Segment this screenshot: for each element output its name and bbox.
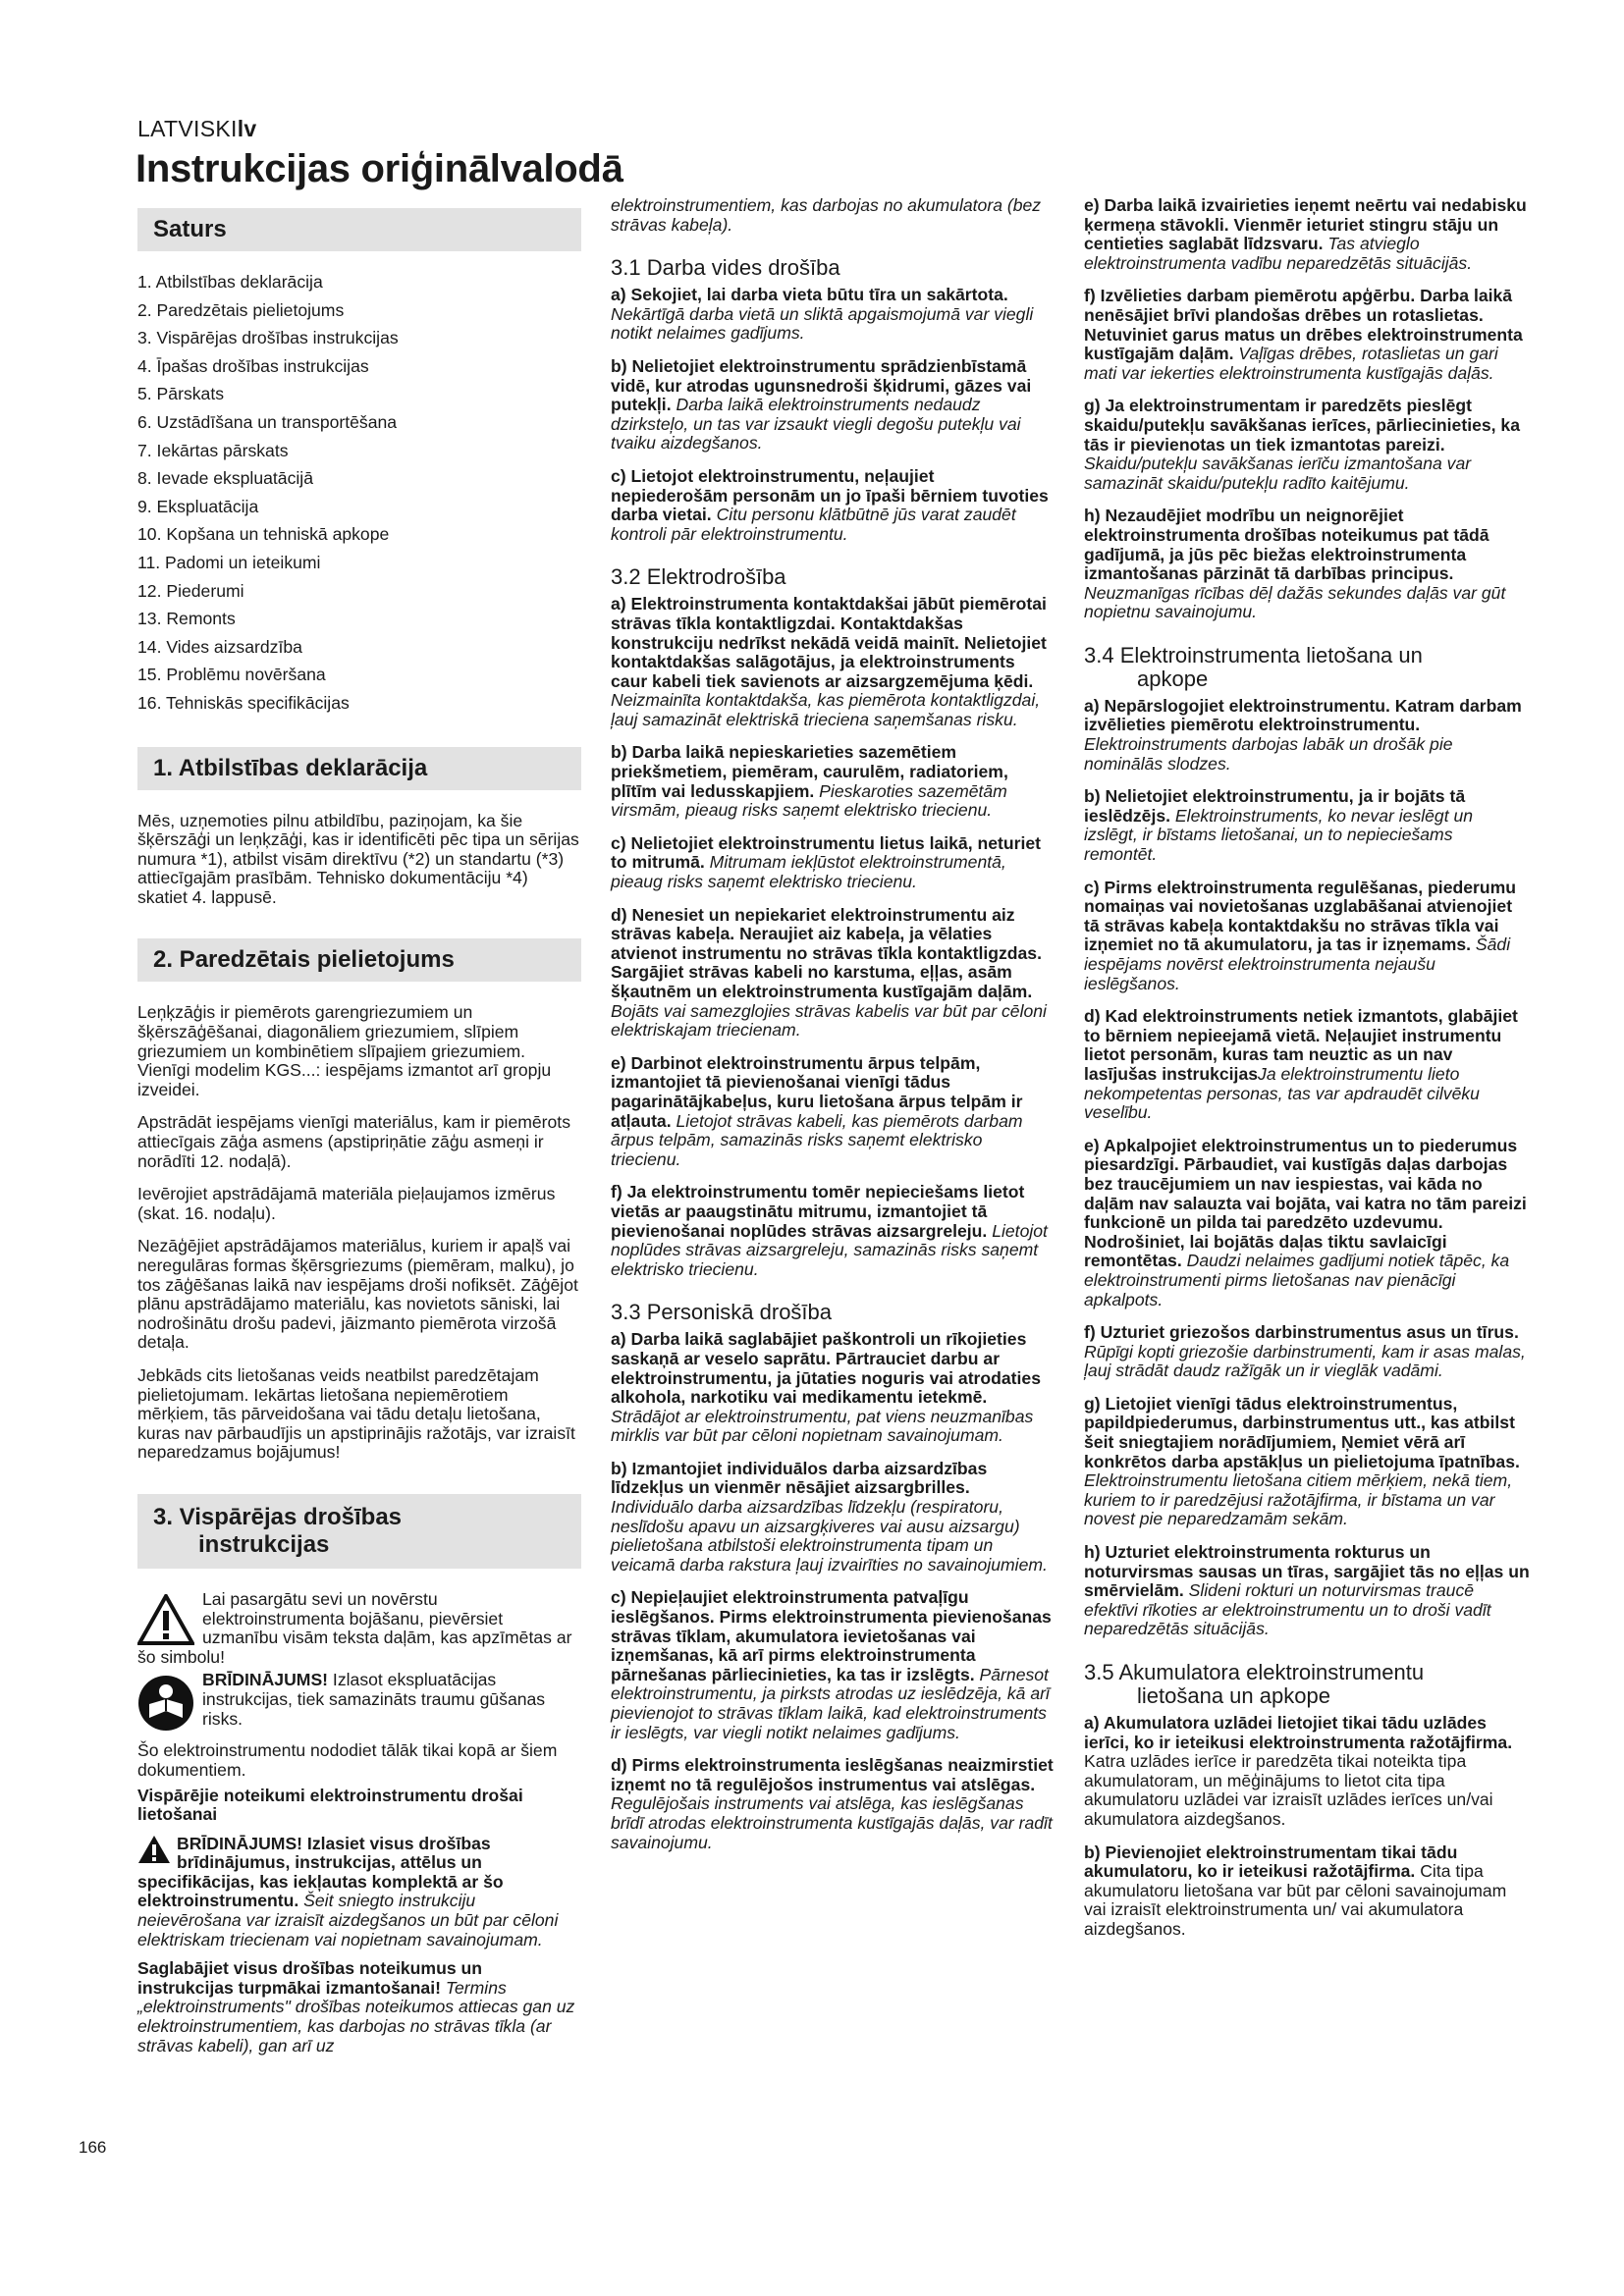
italic-text: Nekārtīgā darba vietā un sliktā apgaismojumā var viegli notikt nelaimes gadījums. bbox=[611, 303, 1034, 344]
toc-item: 13. Remonts bbox=[137, 609, 236, 629]
toc-item: 6. Uzstādīšana un transportēšana bbox=[137, 411, 398, 432]
italic-text: Neizmainīta kontaktdakša, kas piemērota kontaktligzdai, ļauj samazināt elektriskā trieciena saņemšanas risku. bbox=[611, 690, 1041, 729]
warning-text: Lai pasargātu sevi un novērstu elektroinstrumenta bojāšanu, pievērsiet uzmanību visām teksta daļām, kas apzīmētas ar šo simbolu! bbox=[137, 1588, 572, 1667]
table-of-contents bbox=[137, 273, 581, 714]
paragraph bbox=[1084, 1007, 1530, 1123]
heading-line: instrukcijas bbox=[198, 1530, 330, 1558]
italic-text: Elektroinstruments darbojas labāk un drošāk pie nominālās slodzes. bbox=[1084, 734, 1453, 774]
bold-text: c) Pirms elektroinstrumenta regulēšanas, piederumu nomaiņas vai novietošanas uzglabāšanai atvienojiet tā strāvas kabeļa kontaktdakšu no strāvas tīkla vai izņemiet no tā akumulatoru, ja tas ir izņemams. bbox=[1084, 877, 1516, 955]
italic-text: Mitrumam iekļūstot elektroinstrumentā, pieaug risks saņemt elektrisko triecienu. bbox=[611, 852, 1006, 892]
italic-text: Šādi iespējams novērst elektroinstrumenta nejaušu ieslēgšanos. bbox=[1084, 934, 1511, 993]
subheading-text: Vispārējie noteikumi elektroinstrumentu drošai lietošanai bbox=[137, 1785, 523, 1825]
section-2-paragraph: Nezāģējiet apstrādājamos materiālus, kuriem ir apaļš vai neregulāras formas šķērsgriezums (piemēram, malku), jo tos zāģēšanas laikā nav iespējams droši nofiksēt. Zāģējot plānu apstrādājamo materiālu, kas novietots sāniski, lai nodrošinātu drošu padevi, jāizmanto piemērota virzošā detaļa. bbox=[137, 1236, 578, 1353]
bold-text: h) Nezaudējiet modrību un neignorējiet elektroinstrumenta drošības noteikumus pat tādā gadījumā, ja jūs pēc biežas elektroinstrumenta izmantošanas pārzināt tā darbības principus. bbox=[1084, 506, 1489, 584]
bold-text: h) Uzturiet elektroinstrumenta rokturus un noturvirsmas sausas un tīras, sargājiet tās no eļļas un smērvielām. bbox=[1084, 1542, 1530, 1601]
italic-text: Neuzmanīgas rīcības dēļ dažās sekundes daļās var gūt nopietnu savainojumu. bbox=[1084, 582, 1506, 622]
italic-text: Pārnesot elektroinstrumentu, ja pirksts atrodas uz ieslēdzēja, kā arī pievienojot to strāvas tīklam laikā, kad elektroinstruments ir ieslēgts, var viegli notikt nelaimes gadījums. bbox=[611, 1664, 1050, 1742]
heading-line: 3.5 Akumulatora elektroinstrumentu bbox=[1084, 1660, 1425, 1684]
section-2-paragraph bbox=[137, 1003, 581, 1099]
italic-text: Daudzi nelaimes gadījumi notiek tāpēc, ka elektroinstrumenti pirms lietošanas nav pienācīgi apkalpots. bbox=[1084, 1251, 1510, 1309]
bold-text: e) Darbinot elektroinstrumentu ārpus telpām, izmantojiet tā pievienošanai vienīgi tādus pagarinātājkabeļus, kuru lietošana ārpus telpām ir atļauta. bbox=[611, 1052, 1023, 1131]
warning-note bbox=[137, 1590, 581, 1667]
toc-item: 9. Ekspluatācija bbox=[137, 496, 259, 516]
paragraph bbox=[611, 1588, 1055, 1742]
bold-text: a) Nepārslogojiet elektroinstrumentu. Katram darbam izvēlieties piemērotu elektroinstrumentu. bbox=[1084, 695, 1522, 735]
paragraph bbox=[611, 834, 1055, 892]
column-2 bbox=[611, 196, 1055, 1866]
bold-text: b) Darba laikā nepieskarieties sazemētiem priekšmetiem, piemēram, caurulēm, radiatoriem, plītīm vai ledusskapjiem. bbox=[611, 742, 1008, 801]
toc-item: 8. Ievade ekspluatācijā bbox=[137, 468, 313, 489]
italic-text: Slideni rokturi un noturvirsmas traucē efektīvi rīkoties ar elektroinstrumentu un to droši vadīt neparedzētās situācijās. bbox=[1084, 1580, 1491, 1639]
bold-text: e) Darba laikā izvairieties ieņemt neērtu vai nedabisku ķermeņa stāvokli. Vienmēr ieturiet stingru stāju un centieties saglabāt līdzsvaru. bbox=[1084, 195, 1527, 254]
paragraph bbox=[611, 1054, 1055, 1170]
page-title: Instrukcijas oriģinālvalodā bbox=[135, 147, 623, 190]
heading-line: 3. Vispārējas drošības bbox=[153, 1503, 403, 1530]
paragraph bbox=[611, 1183, 1055, 1279]
paragraph-text: Vienīgi modelim KGS...: iespējams izmantot arī gropju izveidei. bbox=[137, 1060, 552, 1099]
subsection-heading: 3.2 Elektrodrošība bbox=[611, 564, 786, 590]
bold-text: a) Akumulatora uzlādei lietojiet tikai tādu uzlādes ierīci, ko ir ieteikusi elektroinstrumenta ražotājfirma. bbox=[1084, 1713, 1513, 1752]
italic-text: Šeit sniegto instrukciju neievērošana var izraisīt aizdegšanos un būt par cēloni elektriskam triecienam vai nopietnam savainojumam. bbox=[137, 1891, 559, 1949]
toc-item: 5. Pārskats bbox=[137, 384, 225, 404]
italic-text: Individuālo darba aizsardzības līdzekļu (respiratoru, neslīdošu apavu un aizsargķiveres vai ausu aizsargu) pielietošana atbilstoši elektroinstrumenta tipam un veicamā darba rakstura ļauj izvairīties no savainojumiem. bbox=[611, 1497, 1048, 1575]
italic-text: Ja elektroinstrumentu lieto nekompetentas personas, tas var apdraudēt cilvēku veselību. bbox=[1084, 1063, 1480, 1123]
italic-text: Darba laikā elektroinstruments nedaudz dzirksteļo, un tas var izsaukt viegli degošu putekļu vai tvaiku aizdegšanos. bbox=[611, 395, 1021, 454]
toc-item: 14. Vides aizsardzība bbox=[137, 636, 302, 657]
paragraph bbox=[1084, 397, 1530, 493]
italic-text: Lietojot strāvas kabeli, kas piemērots darbam ārpus telpām, samazinās risks saņemt elektrisko triecienu. bbox=[611, 1110, 1023, 1169]
paragraph bbox=[1084, 1714, 1530, 1830]
toc-heading: Saturs bbox=[137, 208, 581, 251]
bold-text: d) Pirms elektroinstrumenta ieslēgšanas neaizmirstiet izņemt no tā regulējošos instrumentus vai atslēgas. bbox=[611, 1755, 1054, 1794]
heading-line: 3.4 Elektroinstrumenta lietošana un bbox=[1084, 642, 1423, 667]
italic-text: Regulējošais instruments vai atslēga, kas ieslēgšanas brīdī atrodas elektroinstrumenta kustīgajās daļās, var radīt savainojumu. bbox=[611, 1793, 1053, 1852]
toc-item: 12. Piederumi bbox=[137, 580, 244, 601]
subsection-heading: 3.3 Personiskā drošība bbox=[611, 1300, 833, 1325]
italic-text: Bojāts vai samezglojies strāvas kabelis var būt par cēloni elektriskajam triecienam. bbox=[611, 1000, 1047, 1041]
warning-text: Izlasot ekspluatācijas instrukcijas, tiek samazināts traumu gūšanas risks. bbox=[202, 1670, 546, 1729]
language-label bbox=[137, 116, 256, 142]
bold-text: d) Nenesiet un nepiekariet elektroinstrumentu aiz strāvas kabeļa. Neraujiet aiz kabeļa, ja vēlaties atvienot instrumentu no strāvas tīkla kontaktligzdas. Sargājiet strāvas kabeli no karstuma, eļļas, asām šķautnēm un elektroinstrumenta kustīgajām daļām. bbox=[611, 904, 1042, 1001]
warning-label: BRĪDINĀJUMS! bbox=[202, 1670, 329, 1690]
paragraph-text: Leņķzāģis ir piemērots garengriezumiem un šķērszāģēšanai, diagonāliem griezumiem, slīpiem griezumiem un kombinētiem slīpajiem griezumiem. bbox=[137, 1002, 526, 1061]
italic-text: Elektroinstrumentu lietošana citiem mērķiem, nekā tiem, kuriem to ir paredzējusi ražotājfirma, ir bīstama un var novest pie neparedzamām sekām. bbox=[1084, 1470, 1513, 1529]
toc-item: 3. Vispārējas drošības instrukcijas bbox=[137, 328, 399, 348]
read-manual-icon bbox=[137, 1675, 194, 1732]
paragraph bbox=[137, 1959, 581, 2056]
paragraph bbox=[1084, 196, 1530, 273]
bold-text: a) Darba laikā saglabājiet paškontroli un rīkojieties saskaņā ar veselo saprātu. Pārtrauciet darbu ar elektroinstrumentu, ja jūtaties noguris vai atrodaties alkohola, narkotiku vai medikamentu ietekmē. bbox=[611, 1329, 1041, 1408]
bold-text: b) Nelietojiet elektroinstrumentu sprādzienbīstamā vidē, kur atrodas ugunsnedroši šķidrumi, gāzes vai putekļi. bbox=[611, 355, 1032, 415]
paragraph bbox=[611, 1460, 1055, 1575]
paragraph bbox=[1084, 287, 1530, 383]
italic-text: elektroinstrumentiem, kas darbojas no akumulatora (bez strāvas kabeļa). bbox=[611, 195, 1042, 235]
bold-text: f) Uzturiet griezošos darbinstrumentus asus un tīrus. bbox=[1084, 1322, 1519, 1343]
warning-triangle-icon bbox=[137, 1835, 171, 1864]
heading-line: apkope bbox=[1137, 666, 1209, 691]
paragraph bbox=[1084, 697, 1530, 774]
paragraph-continued bbox=[611, 196, 1055, 235]
bold-text: e) Apkalpojiet elektroinstrumentus un to piederumus piesardzīgi. Pārbaudiet, vai kustīgās daļas darbojas bez traucējumiem un nav iespiestas, vai kāda no daļām nav salauzta vai bojāta, vai katra no tām pareizi funkcionē un pilda tai paredzēto uzdevumu. Nodrošiniet, lai bojātās daļas tiktu savlaicīgi remontētas. bbox=[1084, 1135, 1527, 1271]
normal-text: Katra uzlādes ierīce ir paredzēta tikai noteikta tipa akumulatoram, un mēģinājums to lietot cita tipa akumulatoru uzlādei var izraisīt uzlādes ierīces un/vai akumulatora aizdegšanos. bbox=[1084, 1751, 1493, 1829]
paragraph bbox=[611, 743, 1055, 820]
toc-item: 7. Iekārtas pārskats bbox=[137, 440, 289, 460]
paragraph bbox=[1084, 1323, 1530, 1381]
italic-text: Vaļīgas drēbes, rotaslietas un gari mati var iekerties elektroinstrumenta kustīgajās daļās. bbox=[1084, 344, 1498, 383]
paragraph bbox=[611, 595, 1055, 729]
italic-text: Tas atvieglo elektroinstrumenta vadību neparedzētās situācijās. bbox=[1084, 234, 1473, 273]
paragraph bbox=[1084, 787, 1530, 864]
italic-text: Pieskaroties sazemētām virsmām, pieaug risks saņemt elektrisko triecienu. bbox=[611, 780, 1007, 821]
italic-text: Lietojot noplūdes strāvas aizsargreleju, samazinās risks saņemt elektrisko triecienu. bbox=[611, 1220, 1048, 1279]
heading-line: lietošana un apkope bbox=[1137, 1683, 1330, 1708]
paragraph bbox=[611, 906, 1055, 1041]
paragraph bbox=[1084, 507, 1530, 622]
toc-item: 11. Padomi un ieteikumi bbox=[137, 552, 321, 572]
language-name: LATVISKI bbox=[137, 116, 238, 141]
subsection-heading: 3.1 Darba vides drošība bbox=[611, 255, 840, 281]
bold-text: c) Nelietojiet elektroinstrumentu lietus laikā, neturiet to mitrumā. bbox=[611, 832, 1041, 873]
bold-text: b) Pievienojiet elektroinstrumentam tikai tādu akumulatoru, ko ir ieteikusi ražotājfirma. bbox=[1084, 1842, 1458, 1882]
warning-triangle-icon bbox=[137, 1594, 194, 1645]
paragraph bbox=[611, 1756, 1055, 1852]
bold-text: b) Nelietojiet elektroinstrumentu, ja ir bojāts tā ieslēdzējs. bbox=[1084, 786, 1466, 826]
subsection-heading bbox=[1084, 644, 1530, 691]
subsection-heading bbox=[1084, 1661, 1530, 1708]
toc-item: 4. Īpašas drošības instrukcijas bbox=[137, 355, 369, 376]
section-2-paragraph: Apstrādāt iespējams vienīgi materiālus, kam ir piemērots attiecīgais zāģa asmens (apstipriņātie zāģu asmeņi ir norādīti 12. nodaļā). bbox=[137, 1112, 570, 1171]
bold-text: a) Sekojiet, lai darba vieta būtu tīra un sakārtota. bbox=[611, 285, 1008, 305]
bold-text: g) Ja elektroinstrumentam ir paredzēts pieslēgt skaidu/putekļu savākšanas ierīces, pārliecinieties, ka tās ir pievienotas un tiek izmantotas pareizi. bbox=[1084, 396, 1521, 454]
section-2-heading: 2. Paredzētais pielietojums bbox=[137, 938, 581, 982]
paragraph bbox=[1084, 879, 1530, 994]
paragraph bbox=[611, 1330, 1055, 1446]
normal-text: Cita tipa akumulatoru lietošana var būt par cēloni savainojumam vai izraisīt elektroinstrumenta un/ vai akumulatora aizdegšanos. bbox=[1084, 1861, 1507, 1939]
paragraph bbox=[1084, 1843, 1530, 1940]
section-2-paragraph: Jebkāds cits lietošanas veids neatbilst paredzētajam pielietojumam. Iekārtas lietošana nepiemērotiem mērķiem, tās pārveidošana vai tādu detaļu lietošana, kuras nav pārbaudījis un apstiprinājis ražotājs, var izraisīt neparedzamus bojājumus! bbox=[137, 1364, 575, 1463]
toc-item: 2. Paredzētais pielietojums bbox=[137, 299, 345, 320]
italic-text: Elektroinstruments, ko nevar ieslēgt un izslēgt, ir bīstams lietošanai, un to nepieciešams remontēt. bbox=[1084, 805, 1474, 865]
toc-item: 15. Problēmu novēršana bbox=[137, 665, 326, 685]
bold-text: BRĪDINĀJUMS! Izlasiet visus drošības brīdinājumus, instrukcijas, attēlus un specifikācijas, kas iekļautas komplektā ar šo elektroinstrumentu. bbox=[137, 1833, 504, 1911]
paragraph bbox=[1084, 1137, 1530, 1309]
column-3 bbox=[1084, 196, 1530, 1953]
bold-text: a) Elektroinstrumenta kontaktdakšai jābūt piemērotai strāvas tīkla kontaktligzdai. Kontaktdakšas konstrukciju nedrīkst nekādā veidā mainīt. Nelietojiet kontaktdakšas salāgotājus, ja elektroinstruments caur kabeli tiek savienots ar aizsargzemējuma ķēdi. bbox=[611, 594, 1047, 691]
paragraph: Šo elektroinstrumentu nododiet tālāk tikai kopā ar šiem dokumentiem. bbox=[137, 1740, 558, 1780]
section-1-heading: 1. Atbilstības deklarācija bbox=[137, 747, 581, 790]
toc-item: 1. Atbilstības deklarācija bbox=[137, 272, 323, 292]
bold-text: c) Lietojot elektroinstrumentu, neļaujiet nepiederošām personām un jo īpaši bērniem tuvoties darba vietai. bbox=[611, 465, 1049, 525]
section-1-text: Mēs, uzņemoties pilnu atbildību, paziņojam, ka šie šķērszāģi un leņķzāģi, kas ir identificēti pēc tipa un sērijas numura *1), atbilst visām direktīvu (*2) un standartu (*3) attiecīgajām prasībām. Tehnisko dokumentāciju *4) skatiet 4. lappusē. bbox=[137, 810, 579, 907]
italic-text: Strādājot ar elektroinstrumentu, pat viens neuzmanības mirklis var būt par cēloni nopietnam savainojumam. bbox=[611, 1406, 1034, 1446]
toc-item: 10. Kopšana un tehniskā apkope bbox=[137, 524, 390, 545]
bold-text: Saglabājiet visus drošības noteikumus un instrukcijas turpmākai izmantošanai! bbox=[137, 1958, 482, 1998]
read-manual-note bbox=[137, 1671, 581, 1732]
italic-text: Citu personu klātbūtnē jūs varat zaudēt kontroli pār elektroinstrumentu. bbox=[611, 505, 1016, 544]
italic-text: Skaidu/putekļu savākšanas ierīču izmantošana var samazināt skaidu/putekļu radīto kaitējumu. bbox=[1084, 454, 1472, 493]
language-code: lv bbox=[237, 116, 257, 141]
italic-text: Termins „elektroinstruments" drošības noteikumos attiecas gan uz elektroinstrumentiem, kas darbojas no strāvas tīkla (ar strāvas kabeli), gan arī uz bbox=[137, 1977, 575, 2056]
paragraph bbox=[1084, 1543, 1530, 1639]
bold-text: g) Lietojiet vienīgi tādus elektroinstrumentus, papildpiederumus, darbinstrumentus utt., kas atbilst šeit sniegtajiem norādījumiem, Ņemiet vērā arī konkrētos darba apstākļus un pielietojuma īpatnības. bbox=[1084, 1393, 1520, 1471]
paragraph bbox=[1084, 1395, 1530, 1529]
subheading bbox=[137, 1787, 581, 1825]
paragraph bbox=[611, 357, 1055, 454]
bold-text: f) Izvēlieties darbam piemērotu apģērbu. Darba laikā nenēsājiet brīvi plandošas drēbes un rotaslietas. Netuviniet garus matus un drēbes elektroinstrumenta kustīgajām daļām. bbox=[1084, 286, 1523, 364]
paragraph bbox=[611, 286, 1055, 344]
column-1 bbox=[137, 208, 581, 2069]
bold-text: c) Nepieļaujiet elektroinstrumenta patvaļīgu ieslēgšanos. Pirms elektroinstrumenta pievienošanas strāvas tīklam, akumulatora ievietošanas vai izņemšanas, kā arī pirms elektroinstrumenta pārnešanas pārliecinieties, ka tas ir izslēgts. bbox=[611, 1587, 1052, 1684]
bold-text: f) Ja elektroinstrumentu tomēr nepieciešams lietot vietās ar paaugstinātu mitrumu, izmantojiet tā pievienošanai noplūdes strāvas aizsargreleju. bbox=[611, 1182, 1025, 1241]
section-3-heading bbox=[137, 1494, 581, 1569]
paragraph bbox=[611, 467, 1055, 544]
section-2-paragraph: Ievērojiet apstrādājamā materiāla pieļaujamos izmērus (skat. 16. nodaļu). bbox=[137, 1184, 556, 1223]
page-number: 166 bbox=[79, 2138, 107, 2157]
toc-item: 16. Tehniskās specifikācijas bbox=[137, 692, 350, 713]
italic-text: Rūpīgi kopti griezošie darbinstrumenti, kam ir asas malas, ļauj strādāt daudz ražīgāk un ir vieglāk vadāmi. bbox=[1084, 1341, 1526, 1381]
bold-text: d) Kad elektroinstruments netiek izmantots, glabājiet to bērniem nepieejamā vietā. Neļaujiet instrumentu lietot personām, kuras tam neuztic as un nav lasījušas instrukcijas bbox=[1084, 1006, 1518, 1084]
bold-text: b) Izmantojiet individuālos darba aizsardzības līdzekļus un vienmēr nēsājiet aizsargbrilles. bbox=[611, 1458, 988, 1498]
warning-paragraph bbox=[137, 1835, 581, 1950]
